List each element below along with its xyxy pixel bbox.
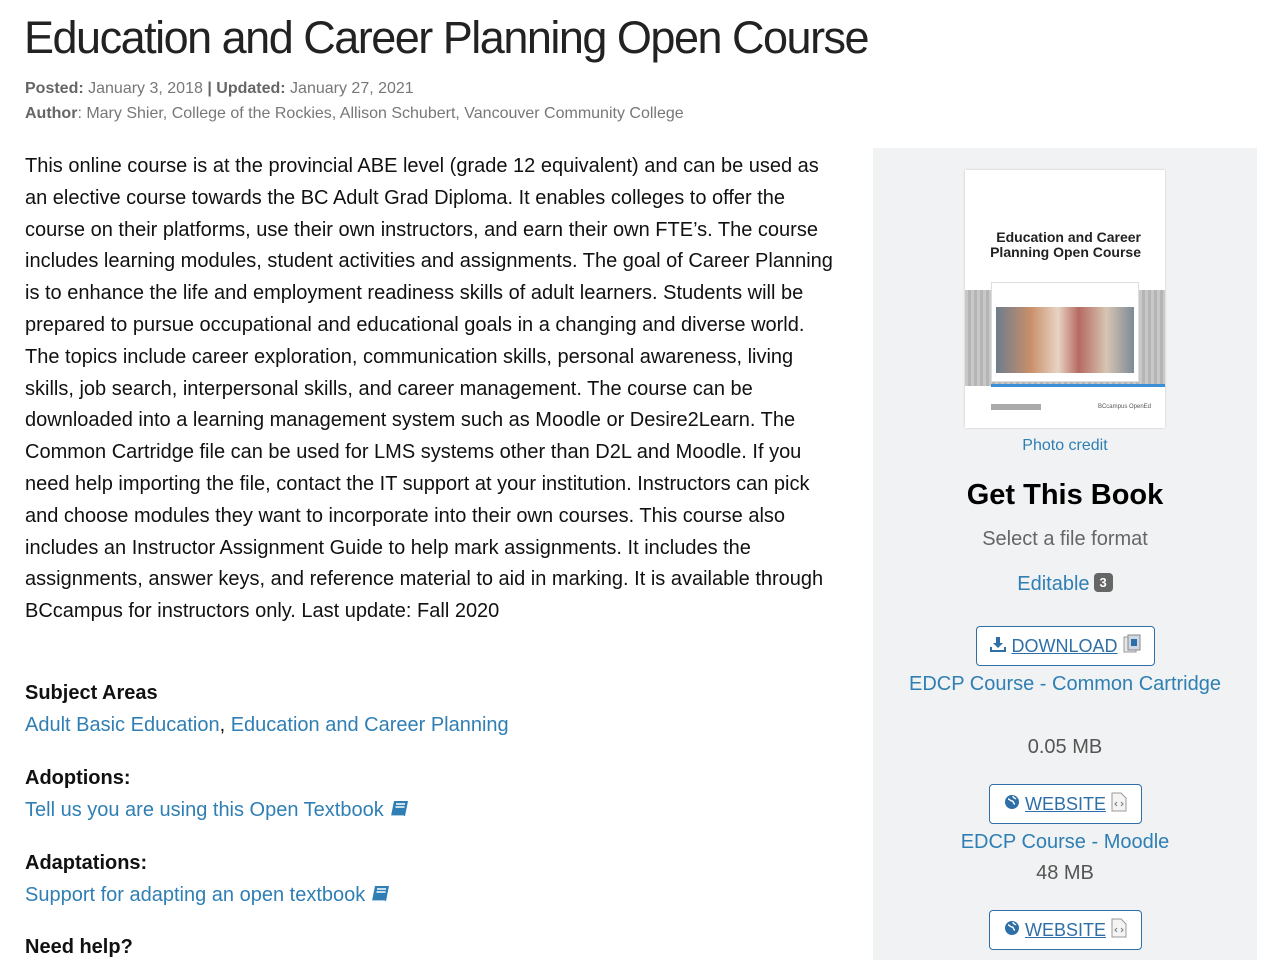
- editable-count-badge: 3: [1094, 573, 1113, 592]
- file-size-common-cartridge: 0.05 MB: [1027, 736, 1103, 758]
- meta-separator: |: [207, 80, 212, 97]
- download-common-cartridge-button[interactable]: [976, 626, 1155, 666]
- adoptions-link-row: [25, 799, 410, 824]
- file-icon: [1123, 634, 1141, 659]
- website-moodle-button[interactable]: [989, 784, 1142, 824]
- download-button-label: DOWNLOAD: [1011, 635, 1118, 656]
- get-book-heading: Get This Book: [966, 479, 1164, 511]
- globe-icon: [1004, 920, 1020, 941]
- download-icon: [990, 636, 1006, 657]
- select-format-label: Select a file format: [982, 528, 1148, 550]
- cover-footer: BCcampus OpenEd: [1097, 404, 1151, 410]
- course-description: This online course is at the provincial ABE level (grade 12 equivalent) and can be used as an elective course towards the BC Adult Grad Diploma. It enables colleges to offer the course on their platforms, use their own instructors, and earn their own FTE’s. The course includes learning modules, student activities and assignments. The goal of Career Planning is to enhance the life and employment readiness skills of adult learners. Students will be prepared to pursue occupational and educational goals in a changing and diverse world. The topics include career exploration, communication skills, personal awareness, living skills, job search, interpersonal skills, and career management. The course can be downloaded into a learning management system such as Moodle or Desire2Learn. The Common Cartridge file can be used for LMS systems other than D2L and Moodle. If you need help importing the file, contact the IT support at your institution. Instructors can pick and choose modules they want to incorporate into their own courses. This course also includes an Instructor Assignment Guide to help mark assignments. It includes the assignments, answer keys, and reference material to aid in marking. It is available through BCcampus for instructors only. Last update: Fall 2020: [25, 155, 833, 623]
- subject-link-adult-basic-education[interactable]: Adult Basic Education: [25, 714, 220, 736]
- need-help-heading: Need help?: [25, 936, 133, 958]
- website-button-label: WEBSITE: [1024, 793, 1106, 814]
- website-button-label: WEBSITE: [1024, 919, 1106, 940]
- tab-editable[interactable]: [873, 573, 1257, 596]
- file-icon: [1111, 918, 1127, 943]
- author-value: : Mary Shier, College of the Rockies, Allison Schubert, Vancouver Community College: [77, 105, 684, 122]
- subject-areas-links: [25, 714, 509, 737]
- author-label: Author: [25, 105, 78, 122]
- author-meta: [25, 105, 684, 123]
- adaptations-link-label: Support for adapting an open textbook: [25, 884, 366, 906]
- subject-areas-heading: Subject Areas: [25, 682, 158, 704]
- updated-label: Updated:: [216, 80, 286, 97]
- file-title-common-cartridge: EDCP Course - Common Cartridge: [909, 673, 1221, 695]
- file-size-moodle: 48 MB: [1036, 862, 1094, 884]
- adaptations-link[interactable]: [25, 884, 391, 906]
- adoptions-link-label: Tell us you are using this Open Textbook: [25, 799, 384, 821]
- file-title-moodle: EDCP Course - Moodle: [960, 831, 1170, 853]
- website-third-format-button[interactable]: [989, 910, 1142, 950]
- get-book-sidebar: [873, 148, 1257, 960]
- posted-label: Posted:: [25, 80, 84, 97]
- adaptations-link-row: [25, 884, 391, 909]
- cover-title: Education and Career Planning Open Course: [990, 229, 1141, 260]
- post-meta: [25, 80, 414, 98]
- editable-label: Editable: [1017, 573, 1090, 595]
- photo-credit-link[interactable]: Photo credit: [1022, 437, 1108, 454]
- cover-photo: [991, 282, 1139, 382]
- book-cover: [965, 170, 1165, 428]
- updated-date: January 27, 2021: [290, 80, 414, 97]
- posted-date: January 3, 2018: [88, 80, 203, 97]
- adoptions-link[interactable]: [25, 799, 410, 821]
- adaptations-heading: Adaptations:: [25, 852, 148, 874]
- book-icon: [371, 885, 391, 909]
- page-title: Education and Career Planning Open Course: [24, 12, 869, 63]
- subject-link-education-career-planning[interactable]: Education and Career Planning: [230, 714, 509, 736]
- file-icon: [1111, 792, 1127, 817]
- book-icon: [390, 800, 410, 824]
- subject-separator: ,: [219, 714, 226, 736]
- adoptions-heading: Adoptions:: [25, 767, 131, 789]
- globe-icon: [1004, 794, 1020, 815]
